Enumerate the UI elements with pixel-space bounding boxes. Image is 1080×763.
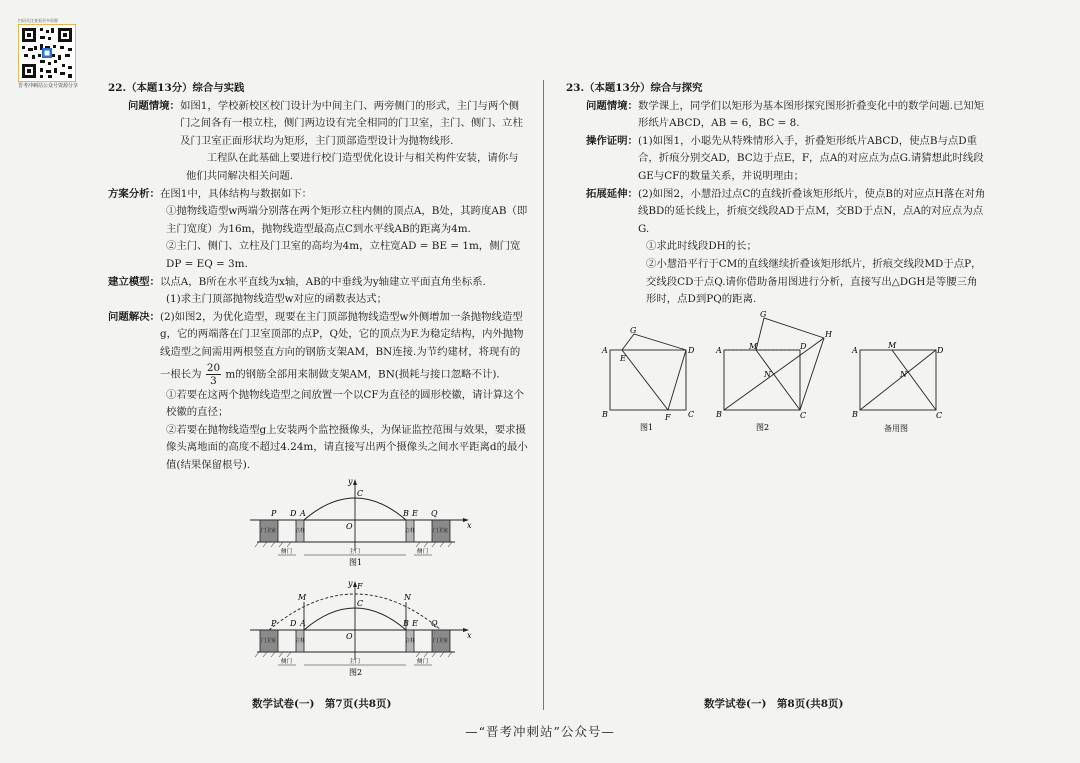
q22-model-text: 以点A，B所在水平直线为x轴，AB的中垂线为y轴建立平面直角坐标系. [159, 275, 486, 288]
side-right-text: 侧门 [417, 659, 429, 665]
label-G: G [760, 310, 767, 319]
q22-figure-1 [245, 476, 475, 568]
diagonal-BD [860, 350, 936, 410]
label-B: B [852, 410, 858, 419]
label-A: A [716, 346, 722, 355]
q23-ext-1: ①求此时线段DH的长； [646, 240, 757, 253]
qr-caption-bottom: 晋考冲刺站公众号资源分享 [18, 83, 79, 89]
label-Q: Q [431, 619, 438, 628]
label-M: M [888, 341, 897, 350]
q23-figure-3 [848, 334, 948, 436]
label-A: A [602, 346, 608, 355]
side-left-text: 侧门 [281, 659, 293, 665]
label-E: E [412, 509, 418, 518]
question-22 [108, 80, 528, 474]
q23-ext-2: ②小慧沿平行于CM的直线继续折叠该矩形纸片，折痕交线段MD于点P，交线段CD于点Q.请你借助备用图进行分析，直接写出△DGH是等腰三角形时，点D到PQ的距离. [646, 257, 982, 306]
label-Q: Q [431, 509, 438, 518]
label-C: C [936, 411, 943, 420]
diagonal-BH [724, 338, 824, 410]
segment-DF [668, 350, 686, 410]
qr-code-block[interactable] [18, 18, 78, 90]
q22-problem-text: 如图1，学校新校区校门设计为中间主门、两旁侧门的形式，主门与两个侧门之间各有一根立柱，侧门两边设有完全相同的门卫室，主门、侧门、立柱及门卫室正面形状均为矩形，主门顶部造型设计为抛物线形. [179, 99, 523, 147]
q23-problem [566, 98, 986, 133]
question-23 [566, 80, 986, 309]
label-N: N [900, 370, 907, 379]
footer-right: 数学试卷(一) 第8页(共8页) [704, 698, 844, 710]
label-B: B [403, 509, 409, 518]
guard-left-text: 门卫室 [261, 638, 277, 644]
label-M: M [298, 593, 307, 602]
label-A: A [300, 509, 306, 518]
q22-frac-den: 3 [210, 374, 217, 387]
main-text: 主门 [349, 549, 361, 555]
label-y: y [348, 579, 353, 588]
guard-right-text: 门卫室 [433, 528, 449, 534]
q23-proof [566, 133, 986, 186]
pillar-right-text: 立柱 [405, 638, 416, 644]
label-x: x [467, 631, 472, 640]
pillar-right-text: 立柱 [405, 528, 416, 534]
q23-ext [566, 186, 986, 239]
label-H: H [825, 330, 832, 339]
label-O: O [346, 632, 353, 641]
q22-analysis-2: ②主门、侧门、立柱及门卫室的高均为4m，立柱宽AD = BE = 1m，侧门宽DP = EQ = 3m. [166, 240, 521, 270]
q23-header: 23.（本题13分）综合与探究 [566, 82, 703, 94]
label-B: B [602, 410, 608, 419]
q22-model-1: (1)求主门顶部抛物线造型w对应的函数表达式； [166, 293, 388, 306]
ground-hatch [255, 652, 452, 657]
label-N: N [764, 370, 771, 379]
q22-problem [108, 98, 528, 151]
q22-solve [108, 309, 528, 387]
label-C: C [357, 599, 364, 608]
side-right-text: 侧门 [417, 549, 429, 555]
q22-problem-label: 问题情境： [128, 99, 180, 112]
q22-header: 22.（本题13分）综合与实践 [108, 82, 245, 94]
q23-proof-text: (1)如图1，小聪先从特殊情形入手，折叠矩形纸片ABCD，使点B与点D重合，折痕分别交AD，BC边于点E，F，点A的对应点为点G.请猜想此时线段GE与CF的数量关系，并说明理由； [637, 134, 984, 182]
label-F: F [357, 582, 363, 591]
label-C: C [800, 411, 807, 420]
label-B: B [403, 619, 409, 628]
label-D: D [290, 509, 297, 518]
label-D: D [800, 342, 807, 351]
label-O: O [346, 522, 353, 531]
q22-problem-text2: 工程队在此基础上要进行校门造型优化设计与相关构件安装，请你与他们共同解决相关问题. [186, 152, 519, 182]
q23-ext-label: 拓展延伸： [586, 187, 638, 200]
pillar-left-text: 立柱 [295, 638, 306, 644]
footer-left: 数学试卷(一) 第7页(共8页) [252, 698, 392, 710]
label-A: A [852, 346, 858, 355]
q23-figure-2 [712, 310, 837, 436]
q22-fraction [206, 362, 221, 387]
q23-problem-text: 数学课上，同学们以矩形为基本图形探究图形折叠变化中的数学问题.已知矩形纸片ABCD，AB = 6，BC = 8. [637, 99, 985, 130]
q22-figure-2 [245, 578, 475, 678]
q22-solve-1: ①若要在这两个抛物线造型之间放置一个以CF为直径的圆形校徽，请计算这个校徽的直径； [166, 388, 525, 419]
label-F: F [665, 413, 671, 422]
pillar-left-text: 立柱 [295, 528, 306, 534]
q22-analysis-1: ①抛物线造型w两端分别落在两个矩形立柱内侧的顶点A，B处，其跨度AB（即主门宽度）为16m，抛物线造型最高点C到水平线AB的距离为4m. [166, 205, 528, 235]
label-E: E [412, 619, 418, 628]
fig2-caption: 图2 [349, 668, 363, 677]
q22-solve-text-b: m的钢筋全部用来制做支架AM，BN(损耗与接口忽略不计). [225, 368, 500, 380]
q23-problem-label: 问题情境： [586, 99, 638, 112]
guard-right-text: 门卫室 [433, 638, 449, 644]
q22-model [108, 274, 528, 292]
y-arrow-icon [353, 479, 357, 485]
label-B: B [716, 410, 722, 419]
bottom-banner: —“晋考冲刺站”公众号— [465, 724, 615, 739]
label-N: N [404, 593, 411, 602]
label-A: A [300, 619, 306, 628]
qr-caption-top: 扫码关注查看更多资源 [18, 18, 58, 23]
label-C: C [688, 410, 695, 419]
q22-solve-2: ②若要在抛物线造型g上安装两个监控摄像头，为保证监控范围与效果，要求摄像头离地面的高度不超过4.24m，请直接写出两个摄像头之间水平距离d的最小值(结果保留根号). [166, 423, 528, 471]
label-M: M [749, 342, 758, 351]
crease-MC [756, 350, 800, 410]
column-divider [543, 80, 544, 710]
q23-figure-1 [598, 324, 698, 436]
q22-model-label: 建立模型： [108, 275, 160, 288]
label-P: P [271, 509, 277, 518]
crease-EF [622, 350, 668, 410]
q22-analysis-text: 在图1中，具体结构与数据如下： [159, 187, 313, 200]
q23-fig1-caption: 图1 [640, 423, 654, 432]
q22-frac-num: 20 [206, 361, 221, 374]
q22-analysis-label: 方案分析： [108, 187, 160, 200]
q23-ext-text: (2)如图2，小慧沿过点C的直线折叠该矩形纸片，使点B的对应点H落在对角线BD的延长线上，折痕交线段AD于点M，交BD于点N，点A的对应点为点G. [637, 187, 986, 235]
side-left-text: 侧门 [281, 549, 293, 555]
fig1-caption: 图1 [349, 558, 363, 567]
label-D: D [290, 619, 297, 628]
label-E: E [620, 354, 626, 363]
main-text: 主门 [349, 659, 361, 665]
folded-AEGD [622, 334, 686, 350]
label-P: P [271, 619, 277, 628]
label-C: C [357, 489, 364, 498]
guard-left-text: 门卫室 [261, 528, 277, 534]
label-x: x [467, 521, 472, 530]
label-D: D [937, 346, 944, 355]
q22-solve-text-a: (2)如图2，为优化造型，现要在主门顶部抛物线造型w外侧增加一条抛物线造型g，它的两端落在门卫室顶部的点P，Q处，它的顶点为F.为稳定结构，内外抛物线造型之间需用两根竖直方向的钢筋支架AM，BN连接.为节约建材，将现有的一根长为 [159, 310, 524, 380]
q23-proof-label: 操作证明： [586, 134, 638, 147]
q22-analysis [108, 186, 528, 204]
qr-code-icon [18, 24, 76, 82]
label-y: y [348, 477, 353, 486]
ground-hatch [255, 542, 452, 547]
q23-fig3-caption: 备用图 [884, 424, 908, 433]
q22-solve-label: 问题解决： [108, 310, 160, 323]
q23-fig2-caption: 图2 [756, 423, 770, 432]
label-G: G [630, 326, 637, 335]
rect-ABCD [724, 350, 800, 410]
label-D: D [688, 346, 695, 355]
